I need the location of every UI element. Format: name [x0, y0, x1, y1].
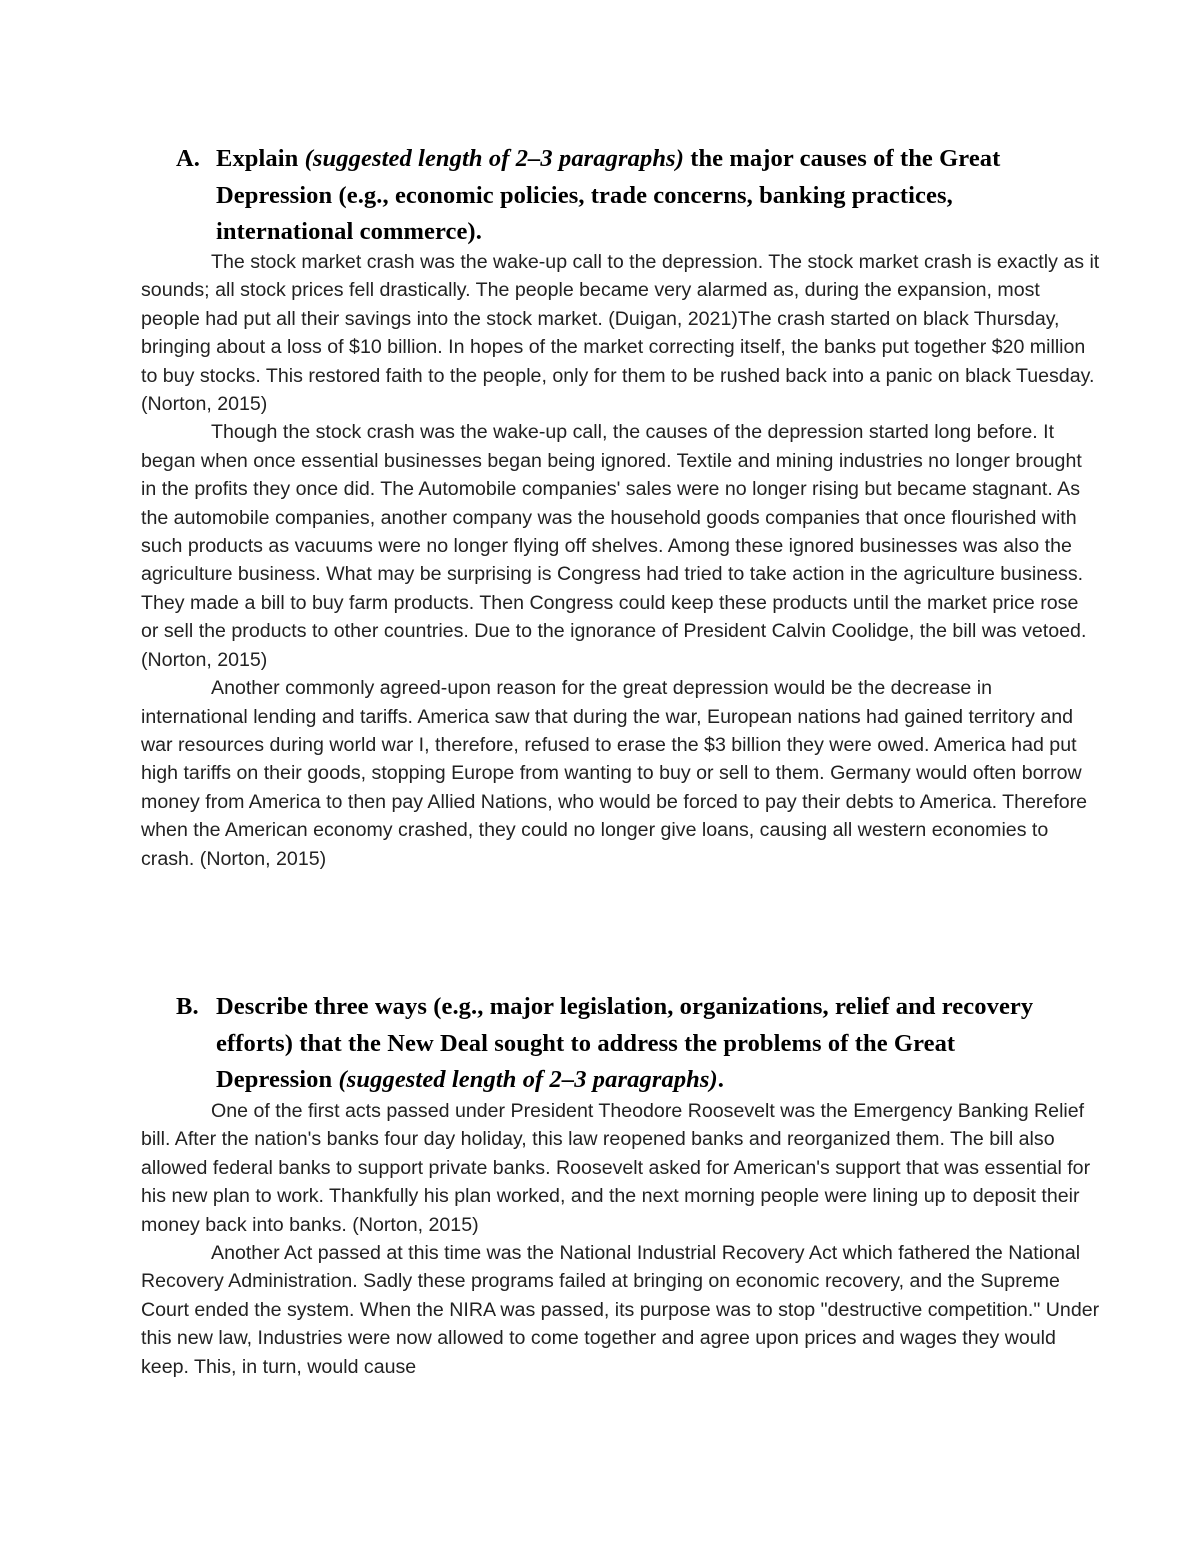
- section-b-heading-rest: .: [717, 1066, 725, 1093]
- section-a-heading: [176, 141, 1056, 251]
- section-a-paragraph: Another commonly agreed-upon reason for the great depression would be the decrease in international lending and tariffs. America saw that during the war, European nations had gained territory and war resources during world war I, therefore, refused to erase the $3 billion they were owed. America had put high tariffs on their goods, stopping Europe from wanting to buy or sell to them. Germany would often borrow money from America to then pay Allied Nations, who would be forced to pay their debts to America. Therefore when the American economy crashed, they could no longer give loans, causing all western economies to crash. (Norton, 2015): [141, 677, 1088, 870]
- section-b-paragraph: Another Act passed at this time was the National Industrial Recovery Act which fathered the National Recovery Administration. Sadly these programs failed at bringing on economic recovery, and the Supreme Court ended the system. When the NIRA was passed, its purpose was to stop "destructive competition." Under this new law, Industries were now allowed to come together and agree upon prices and wages they would keep. This, in turn, would cause: [141, 1242, 1100, 1378]
- section-a-paragraph: The stock market crash was the wake-up call to the depression. The stock market crash is exactly as it sounds; all stock prices fell drastically. The people became very alarmed as, during the expansion, most people had put all their savings into the stock market. (Duigan, 2021)The crash started on black Thursday, bringing about a loss of $10 billion. In hopes of the market correcting itself, the banks put together $20 million to buy stocks. This restored faith to the people, only for them to be rushed back into a panic on black Tuesday. (Norton, 2015): [141, 251, 1100, 416]
- section-a-heading-lead: Explain: [216, 145, 299, 172]
- section-b-body: [141, 1097, 1101, 1381]
- section-a-body: [141, 248, 1101, 873]
- section-b-heading-lead: Describe three ways (e.g., major legislation, organizations, relief and recovery efforts) that the New Deal sought to address the problems of the Great Depression: [216, 993, 1034, 1093]
- section-a-marker: A.: [176, 145, 201, 172]
- section-b-heading: [176, 989, 1056, 1099]
- section-a-heading-length-note: (suggested length of 2–3 paragraphs): [304, 145, 684, 172]
- section-a-heading-rest: the major causes of the Great Depression (e.g., economic policies, trade concerns, banking practices, international commerce).: [216, 145, 1001, 245]
- section-a-paragraph: Though the stock crash was the wake-up call, the causes of the depression started long before. It began when once essential businesses began being ignored. Textile and mining industries no longer brought in the profits they once did. The Automobile companies' sales were no longer rising but became stagnant. As the automobile companies, another company was the household goods companies that once flourished with such products as vacuums were no longer flying off shelves. Among these ignored businesses was also the agriculture business. What may be surprising is Congress had tried to take action in the agriculture business. They made a bill to buy farm products. Then Congress could keep these products until the market price rose or sell the products to other countries. Due to the ignorance of President Calvin Coolidge, the bill was vetoed. (Norton, 2015): [141, 421, 1087, 671]
- section-b-marker: B.: [176, 993, 199, 1020]
- section-b-paragraph: One of the first acts passed under President Theodore Roosevelt was the Emergency Banking Relief bill. After the nation's banks four day holiday, this law reopened banks and reorganized them. The bill also allowed federal banks to support private banks. Roosevelt asked for American's support that was essential for his new plan to work. Thankfully his plan worked, and the next morning people were lining up to deposit their money back into banks. (Norton, 2015): [141, 1100, 1091, 1236]
- section-b-heading-length-note: (suggested length of 2–3 paragraphs): [338, 1066, 718, 1093]
